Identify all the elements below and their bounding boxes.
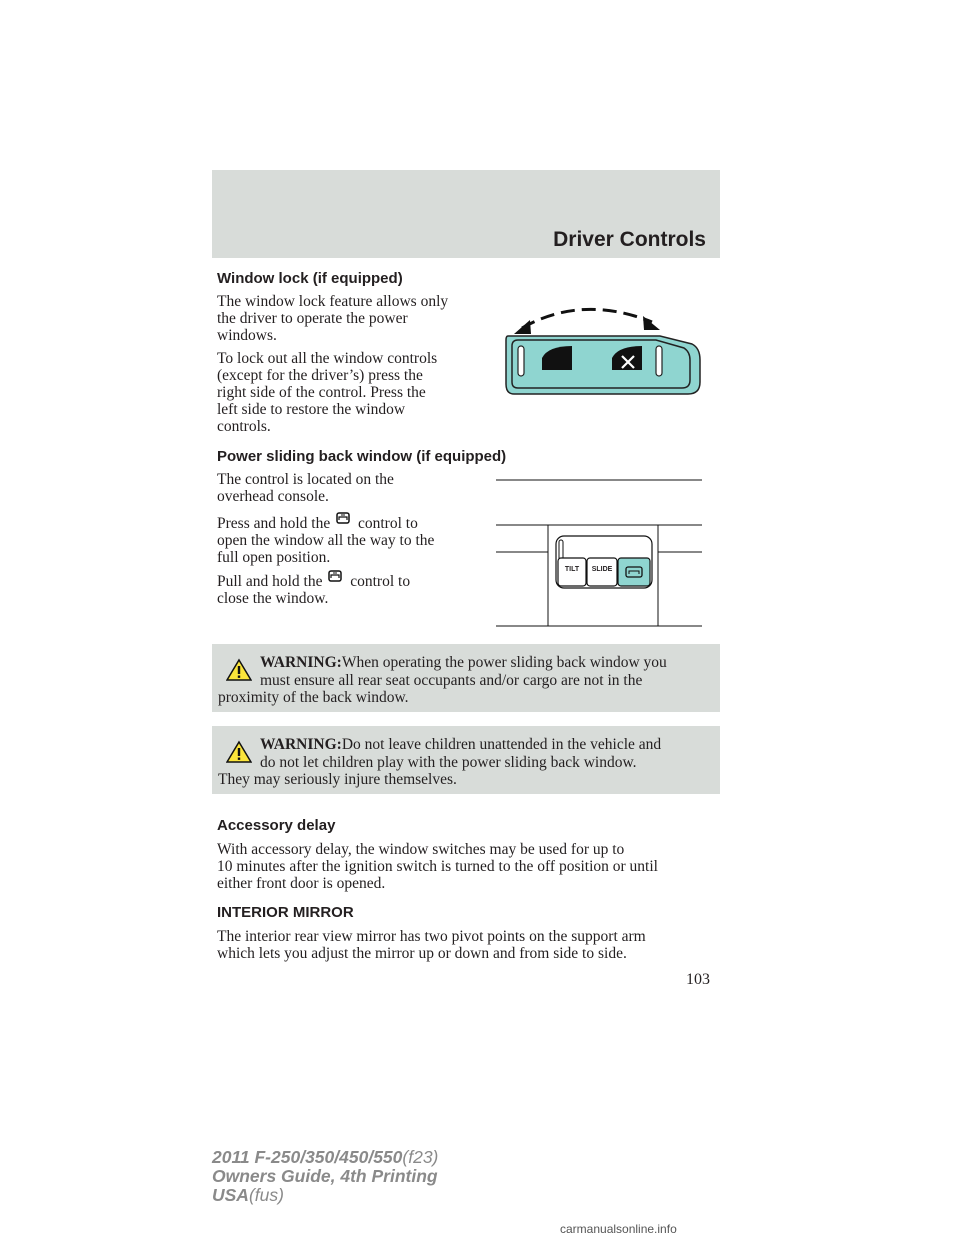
text-line: open the window all the way to the (217, 532, 435, 549)
pull-suffix: control to (350, 573, 411, 590)
warning-line (260, 736, 661, 753)
text-line: left side to restore the window (217, 401, 406, 418)
overhead-console-illustration (496, 470, 706, 630)
accessory-delay-heading: Accessory delay (217, 817, 336, 834)
section-title: Driver Controls (553, 228, 706, 251)
switch-highlight-right (656, 346, 662, 376)
text-line: The interior rear view mirror has two pivot points on the support arm (217, 928, 646, 945)
text-line: the driver to operate the power (217, 310, 408, 327)
warning-line: must ensure all rear seat occupants and/or cargo are not in the (260, 672, 643, 689)
warning-box-1 (212, 644, 720, 712)
sliding-window-icon (336, 512, 350, 524)
footer-line (212, 1148, 438, 1167)
window-lock-switch-illustration (500, 300, 705, 400)
text-line: close the window. (217, 590, 329, 607)
text-line: With accessory delay, the window switches may be used for up to (217, 841, 625, 858)
text-line: 10 minutes after the ignition switch is turned to the off position or until (217, 858, 658, 875)
footer-line (212, 1167, 438, 1186)
warning-line (260, 654, 667, 671)
sliding-window-icon (328, 570, 342, 582)
switch-highlight-left (518, 346, 524, 376)
footer-edition: Owners Guide, 4th Printing (212, 1166, 438, 1186)
footer-market-code: (fus) (248, 1185, 284, 1205)
text-line: which lets you adjust the mirror up or down and from side to side. (217, 945, 627, 962)
footer-market: USA (212, 1185, 249, 1205)
arrow-head-right (643, 316, 660, 330)
text-line: right side of the control. Press the (217, 384, 426, 401)
console-line-art (496, 470, 706, 630)
switch-rocker (512, 340, 690, 388)
document-footer (212, 1148, 438, 1205)
warning-text: Do not leave children unattended in the vehicle and (341, 736, 662, 753)
text-line: full open position. (217, 549, 331, 566)
section-header-band (212, 170, 720, 258)
text-line: windows. (217, 327, 277, 344)
sliding-window-para1 (217, 471, 394, 505)
sliding-window-button (618, 558, 650, 586)
sliding-window-press-para (217, 512, 434, 566)
accessory-delay-para (217, 841, 658, 892)
footer-line (212, 1186, 438, 1205)
warning-line: do not let children play with the power sliding back window. (260, 754, 637, 771)
warning-triangle-icon (226, 658, 252, 682)
interior-mirror-para (217, 928, 646, 962)
footer-code: (f23) (402, 1147, 439, 1167)
text-line: either front door is opened. (217, 875, 386, 892)
panel-notch (559, 540, 563, 560)
window-lock-heading: Window lock (if equipped) (217, 270, 403, 287)
pull-prefix: Pull and hold the (217, 573, 323, 590)
text-line: The control is located on the (217, 471, 394, 488)
warning-line: They may seriously injure themselves. (218, 771, 457, 788)
text-line (217, 512, 434, 532)
arrow-head-left (514, 320, 531, 334)
warning-triangle-icon (226, 740, 252, 764)
text-line: controls. (217, 418, 271, 435)
press-prefix: Press and hold the (217, 515, 331, 532)
warning-line: proximity of the back window. (218, 689, 409, 706)
sliding-window-pull-para (217, 570, 410, 607)
text-line (217, 570, 410, 590)
interior-mirror-heading: INTERIOR MIRROR (217, 904, 354, 921)
page-number: 103 (686, 971, 710, 988)
text-line: (except for the driver’s) press the (217, 367, 423, 384)
sliding-window-heading: Power sliding back window (if equipped) (217, 448, 507, 465)
slide-label: SLIDE (591, 566, 613, 573)
window-lock-para2 (217, 350, 437, 435)
warning-label: WARNING: (260, 736, 342, 753)
warning-text: When operating the power sliding back window you (341, 654, 667, 671)
warning-box-2 (212, 726, 720, 794)
window-lock-para1 (217, 293, 448, 344)
tilt-label: TILT (564, 566, 580, 573)
rocker-arrow-dashed (522, 309, 652, 328)
warning-label: WARNING: (260, 654, 342, 671)
watermark: carmanualsonline.info (560, 1222, 677, 1236)
press-suffix: control to (357, 515, 418, 532)
footer-model: 2011 F-250/350/450/550 (212, 1147, 403, 1167)
text-line: The window lock feature allows only (217, 293, 449, 310)
text-line: overhead console. (217, 488, 329, 505)
text-line: To lock out all the window controls (217, 350, 438, 367)
